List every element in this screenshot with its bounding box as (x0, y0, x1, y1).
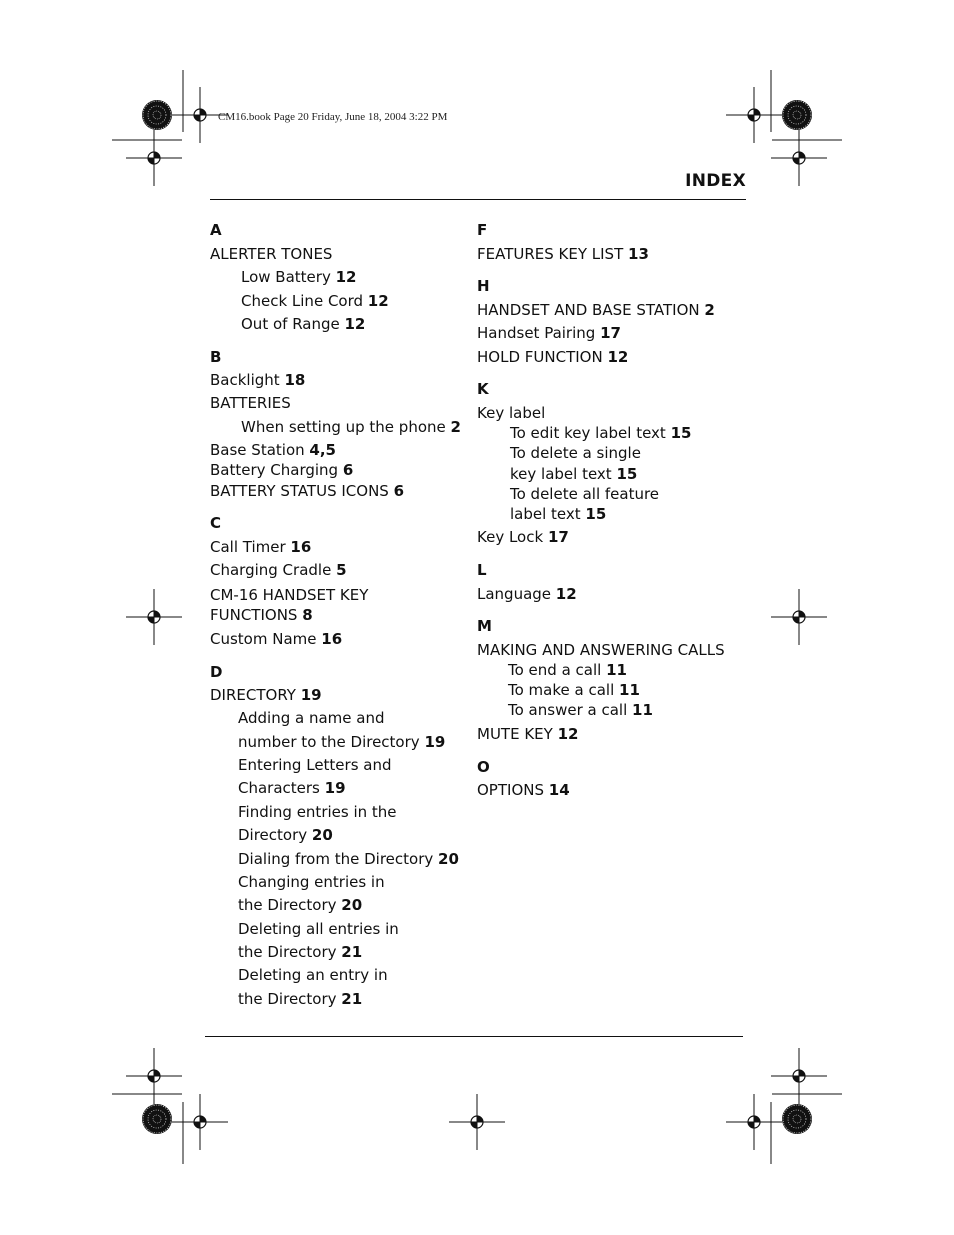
entry-text: A (210, 221, 222, 239)
entry-text: Backlight (210, 371, 285, 389)
crosshair-registration-icon (172, 1094, 228, 1150)
title-rule (210, 199, 746, 200)
page-number: 16 (321, 630, 343, 648)
index-entry (238, 756, 392, 775)
page-number: 11 (619, 681, 640, 699)
page-number: 19 (424, 733, 446, 751)
page-number: 20 (341, 896, 363, 914)
entry-text: BATTERY STATUS ICONS (210, 482, 394, 500)
entry-text: Characters (238, 779, 325, 797)
entry-text: B (210, 348, 222, 366)
index-entry (477, 404, 545, 423)
index-entry (477, 301, 715, 320)
page-number: 17 (600, 324, 621, 342)
entry-text: Language (477, 585, 556, 603)
entry-text: ALERTER TONES (210, 245, 333, 263)
entry-text: Finding entries in the (238, 803, 397, 821)
index-entry (238, 990, 362, 1009)
page-number: 15 (616, 465, 638, 483)
entry-text: M (477, 617, 492, 635)
crosshair-registration-icon (126, 130, 182, 186)
entry-text: FUNCTIONS (210, 606, 303, 624)
page-number: 20 (438, 850, 459, 868)
page-number: 17 (547, 528, 569, 546)
entry-text: Battery Charging (210, 461, 343, 479)
entry-text: When setting up the phone (241, 418, 451, 436)
page-number: 11 (606, 661, 627, 679)
page-title: INDEX (685, 171, 746, 191)
index-letter-heading (477, 380, 489, 399)
index-entry (210, 538, 311, 557)
page-number: 8 (302, 606, 313, 624)
entry-text: Directory (238, 826, 312, 844)
page-number: 19 (324, 779, 346, 797)
entry-text: C (210, 514, 222, 532)
index-entry (510, 485, 659, 504)
entry-text: Key label (477, 404, 546, 422)
page-number: 21 (341, 943, 363, 961)
index-entry (238, 896, 362, 915)
crosshair-registration-icon (771, 1048, 827, 1104)
entry-text: HANDSET AND BASE STATION (477, 301, 705, 319)
index-entry (210, 686, 322, 705)
index-entry (238, 943, 362, 962)
crosshair-registration-icon (449, 1094, 505, 1150)
entry-text: L (477, 561, 487, 579)
entry-text: Key Lock (477, 528, 548, 546)
entry-text: Deleting an entry in (238, 966, 388, 984)
entry-text: To make a call (508, 681, 620, 699)
entry-text: label text (510, 505, 586, 523)
page-number: 2 (704, 301, 715, 319)
entry-text: Handset Pairing (477, 324, 601, 342)
index-entry (477, 781, 570, 800)
index-entry (508, 681, 640, 700)
index-entry (510, 444, 641, 463)
page-number: 12 (335, 268, 357, 286)
entry-text: DIRECTORY (210, 686, 301, 704)
index-letter-heading (477, 221, 487, 240)
entry-text: Custom Name (210, 630, 322, 648)
index-entry (241, 418, 461, 437)
index-entry (238, 733, 445, 752)
page-number: 12 (607, 348, 629, 366)
index-entry (210, 394, 291, 413)
index-entry (238, 779, 346, 798)
entry-text: To answer a call (508, 701, 633, 719)
entry-text: O (477, 758, 490, 776)
index-entry (238, 920, 399, 939)
index-entry (241, 292, 389, 311)
starburst-target-icon (142, 1104, 172, 1134)
entry-text: K (477, 380, 489, 398)
page-number: 12 (555, 585, 577, 603)
entry-text: Changing entries in (238, 873, 385, 891)
index-letter-heading (210, 514, 221, 533)
page-number: 6 (393, 482, 405, 500)
page-number: 12 (367, 292, 389, 310)
page-number: 20 (311, 826, 333, 844)
index-entry (238, 826, 333, 845)
page-number: 11 (632, 701, 653, 719)
starburst-target-icon (142, 100, 172, 130)
index-entry (238, 850, 459, 869)
entry-text: MAKING AND ANSWERING CALLS (477, 641, 725, 659)
entry-text: Adding a name and (238, 709, 385, 727)
index-letter-heading (477, 758, 490, 777)
crosshair-registration-icon (726, 1094, 782, 1150)
entry-text: To end a call (508, 661, 607, 679)
entry-text: D (210, 663, 223, 681)
page-number: 14 (548, 781, 570, 799)
page-number: 21 (341, 990, 363, 1008)
index-entry (210, 586, 368, 605)
entry-text: OPTIONS (477, 781, 549, 799)
page-number: 18 (284, 371, 306, 389)
index-entry (477, 324, 621, 343)
crosshair-registration-icon (126, 589, 182, 645)
crosshair-registration-icon (126, 1048, 182, 1104)
entry-text: the Directory (238, 990, 342, 1008)
entry-text: Deleting all entries in (238, 920, 399, 938)
index-entry (477, 528, 569, 547)
crosshair-registration-icon (726, 87, 782, 143)
index-letter-heading (477, 617, 492, 636)
index-entry (238, 803, 397, 822)
page-number: 2 (450, 418, 461, 436)
index-letter-heading (477, 277, 490, 296)
crosshair-registration-icon (771, 589, 827, 645)
entry-text: Dialing from the Directory (238, 850, 439, 868)
index-entry (510, 424, 691, 443)
page-number: 15 (670, 424, 692, 442)
entry-text: HOLD FUNCTION (477, 348, 608, 366)
starburst-target-icon (782, 1104, 812, 1134)
entry-text: Charging Cradle (210, 561, 337, 579)
footer-rule (205, 1036, 743, 1037)
entry-text: Call Timer (210, 538, 291, 556)
index-entry (508, 661, 627, 680)
page-number: 12 (557, 725, 579, 743)
entry-text: Low Battery (241, 268, 336, 286)
entry-text: Base Station (210, 441, 310, 459)
book-info-header: CM16.book Page 20 Friday, June 18, 2004 3:22 PM (218, 111, 448, 123)
entry-text: FEATURES KEY LIST (477, 245, 629, 263)
index-entry (510, 505, 606, 524)
index-entry (238, 709, 385, 728)
index-entry (210, 371, 305, 390)
entry-text: Out of Range (241, 315, 345, 333)
index-entry (238, 873, 385, 892)
index-entry (210, 606, 313, 625)
entry-text: key label text (510, 465, 617, 483)
index-entry (510, 465, 637, 484)
index-entry (477, 641, 725, 660)
index-letter-heading (210, 348, 221, 367)
page-number: 6 (342, 461, 354, 479)
crosshair-registration-icon (771, 130, 827, 186)
starburst-target-icon (782, 100, 812, 130)
index-entry (238, 966, 388, 985)
entry-text: To delete all feature (510, 485, 660, 503)
index-entry (210, 441, 336, 460)
page-number: 13 (628, 245, 649, 263)
entry-text: number to the Directory (238, 733, 425, 751)
entry-text: Entering Letters and (238, 756, 392, 774)
entry-text: the Directory (238, 896, 342, 914)
index-letter-heading (210, 221, 222, 240)
page-number: 12 (344, 315, 366, 333)
entry-text: To edit key label text (510, 424, 671, 442)
index-letter-heading (210, 663, 222, 682)
entry-text: To delete a single (510, 444, 641, 462)
page-number: 5 (336, 561, 347, 579)
entry-text: BATTERIES (210, 394, 291, 412)
page-number: 16 (290, 538, 312, 556)
page-number: 19 (300, 686, 322, 704)
entry-text: F (477, 221, 488, 239)
index-entry (210, 461, 353, 480)
page-number: 15 (585, 505, 607, 523)
index-letter-heading (477, 561, 487, 580)
index-entry (477, 585, 577, 604)
entry-text: MUTE KEY (477, 725, 558, 743)
entry-text: the Directory (238, 943, 342, 961)
index-entry (477, 245, 649, 264)
entry-text: Check Line Cord (241, 292, 368, 310)
page-number: 4,5 (309, 441, 336, 459)
index-entry (210, 561, 347, 580)
index-entry (477, 725, 578, 744)
index-entry (508, 701, 653, 720)
entry-text: H (477, 277, 490, 295)
index-entry (210, 482, 404, 501)
index-entry (241, 268, 356, 287)
index-entry (210, 245, 332, 264)
entry-text: CM-16 HANDSET KEY (210, 586, 369, 604)
index-entry (477, 348, 628, 367)
index-entry (210, 630, 342, 649)
index-entry (241, 315, 365, 334)
